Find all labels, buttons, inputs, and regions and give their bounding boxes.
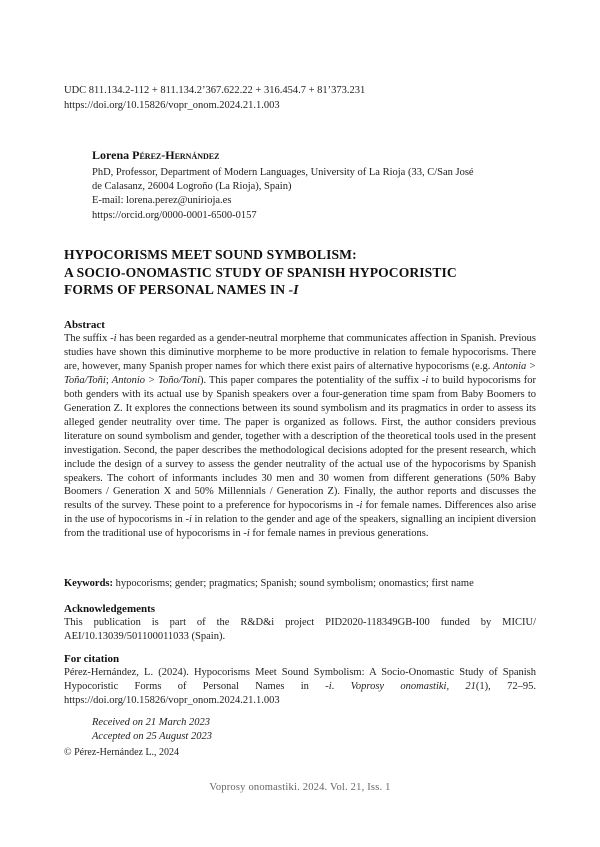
received-date: Received on 21 March 2023 [92,717,210,728]
author-email[interactable]: E-mail: lorena.perez@unirioja.es [92,195,232,207]
title-line-1: HYPOCORISMS MEET SOUND SYMBOLISM: [64,247,357,262]
author-affiliation-line2: de Calasanz, 26004 Logroño (La Rioja), Spain) [92,181,292,193]
title-line-2: A SOCIO-ONOMASTIC STUDY OF SPANISH HYPOCORISTIC [64,264,457,280]
keywords-text: hypocorisms; gender; pragmatics; Spanish; sound symbolism; onomastics; first name [113,578,474,589]
author-orcid[interactable]: https://orcid.org/0000-0001-6500-0157 [92,209,257,221]
doi-link[interactable]: https://doi.org/10.15826/vopr_onom.2024.21.1.003 [64,99,280,111]
article-title [64,246,544,299]
citation-text: Pérez-Hernández, L. (2024). Hypocorisms Meet Sound Symbolism: A Socio-Onomastic Study of Spanish Hypocoristic Forms of Personal Names in -i. Voprosy onomastiki, 21(1), 72–95. https://doi.org/10.15826/vopr_onom.2024.21.1.003 [64,667,536,706]
author-last-name: Pérez-Hernández [132,148,220,162]
title-line-3: FORMS OF PERSONAL NAMES IN -I [64,282,299,298]
citation-section [64,652,536,708]
author-block [92,148,542,223]
journal-footer: Voprosy onomastiki. 2024. Vol. 21, Iss. 1 [209,782,391,793]
udc-block [64,84,365,113]
acknowledgements-section [64,602,536,644]
udc-code: UDC 811.134.2-112 + 811.134.2’367.622.22 + 316.454.7 + 81’373.231 [64,85,366,96]
author-first-name: Lorena [92,148,133,162]
author-affiliation-line1: PhD, Professor, Department of Modern Languages, University of La Rioja (33, C/San José [92,167,474,178]
abstract-heading: Abstract [64,319,105,331]
copyright-notice: © Pérez-Hernández L., 2024 [64,747,180,758]
keywords-section [64,577,536,591]
acknowledgements-heading: Acknowledgements [64,603,156,615]
author-name [92,148,542,163]
keywords-label: Keywords: [64,578,113,589]
submission-dates [92,716,212,744]
abstract-section [64,318,536,541]
citation-heading: For citation [64,653,120,665]
abstract-text: The suffix -i has been regarded as a gender-neutral morpheme that communicates affection in Spanish. Previous studies have shown this diminutive morpheme to be more productive in relation to female hypocorisms. There are, however, many Spanish proper names for which there exist pairs of alternative hypocorisms (e.g. Antonia > Toña/Toñi; Antonio > Toño/Toni). This paper compares the potentiality of the suffix -i to build hypocorisms for both genders with its actual use by Spanish speakers over a four-generation time spam from Baby Boomers to Generation Z. It explores the connections between its sound symbolism and its pragmatics in order to assess its alleged gender neutrality over time. The paper is organized as follows. First, the author considers previous literature on sound symbolism and gender, together with a description of the theoretical tools used in the present investigation. Second, the paper describes the methodological decisions adopted for the present research, which include the design of a survey to assess the gender neutrality of the actual use of the hypocorisms by Spanish speakers. The cohort of informants includes 30 men and 30 women from different generations (50% Baby Boomers / Generation X and 50% Millennials / Generation Z). Finally, the author reports and discusses the results of the survey. These point to a preference for hypocorisms in -i for female names. Differences also arise in the use of hypocorisms in -i in relation to the gender and age of the speakers, signalling an incipient diversion from the traditional use of hypocorisms in -i for female names in previous generations. [64,333,536,540]
accepted-date: Accepted on 25 August 2023 [92,731,212,742]
acknowledgements-text: This publication is part of the R&D&i project PID2020-118349GB-I00 funded by MICIU/ AEI/10.13039/501100011033 (Spain). [64,617,536,642]
